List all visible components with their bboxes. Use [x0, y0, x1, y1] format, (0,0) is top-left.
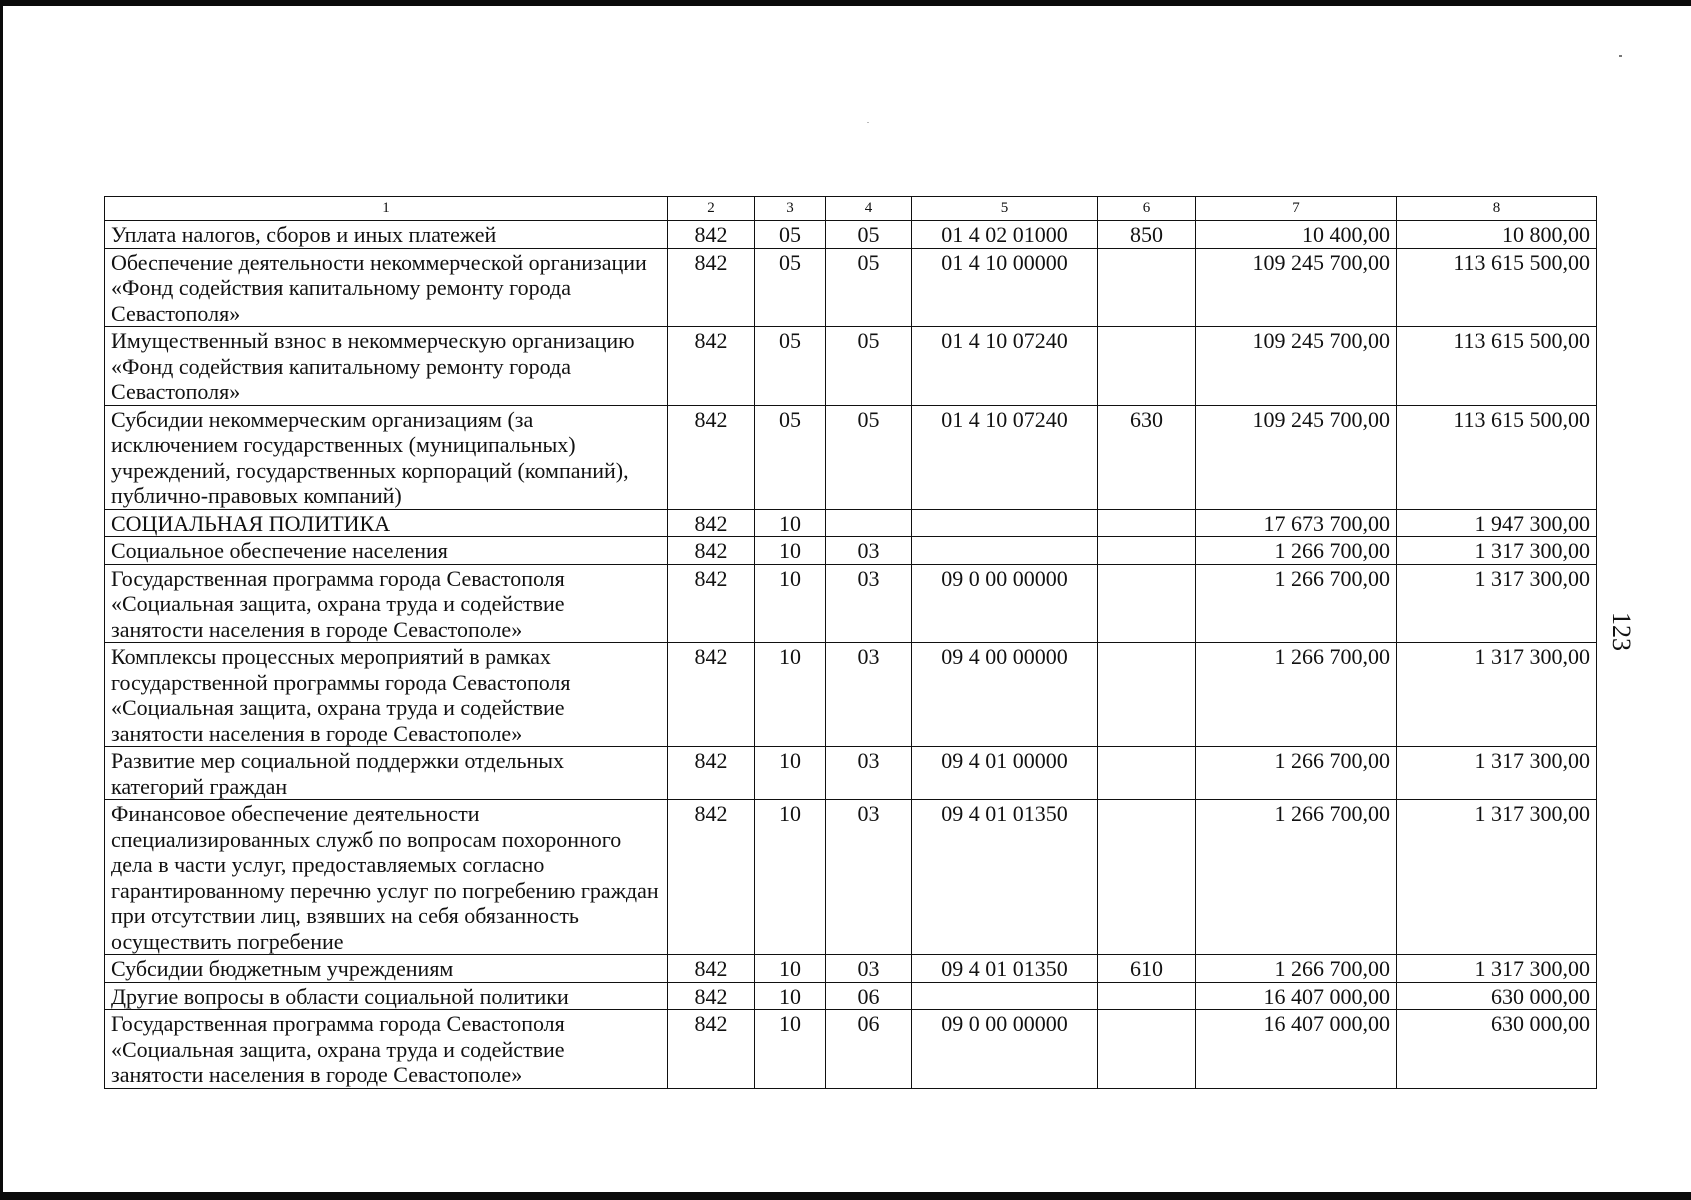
subsection-code: 03 — [826, 800, 912, 955]
expense-type-code — [1098, 564, 1196, 643]
ministry-code: 842 — [668, 248, 755, 327]
amount-col8: 1 947 300,00 — [1397, 509, 1597, 537]
scan-speck — [867, 122, 869, 123]
ministry-code: 842 — [668, 327, 755, 406]
section-code: 10 — [755, 747, 826, 800]
table-row — [105, 405, 1597, 509]
table-row — [105, 800, 1597, 955]
subsection-code: 06 — [826, 1010, 912, 1089]
table-row — [105, 564, 1597, 643]
amount-col7: 109 245 700,00 — [1196, 327, 1397, 406]
table-row — [105, 1010, 1597, 1089]
target-article-code: 09 4 00 00000 — [912, 643, 1098, 747]
table-row — [105, 248, 1597, 327]
target-article-code: 09 4 01 00000 — [912, 747, 1098, 800]
table-row — [105, 982, 1597, 1010]
table-row — [105, 747, 1597, 800]
subsection-code: 05 — [826, 405, 912, 509]
amount-col8: 1 317 300,00 — [1397, 955, 1597, 983]
target-article-code: 09 4 01 01350 — [912, 800, 1098, 955]
section-code: 10 — [755, 800, 826, 955]
section-code: 10 — [755, 564, 826, 643]
header-cell: 6 — [1098, 197, 1196, 221]
table-row — [105, 327, 1597, 406]
amount-col8: 1 317 300,00 — [1397, 564, 1597, 643]
row-name: Социальное обеспечение населения — [105, 537, 668, 565]
amount-col7: 1 266 700,00 — [1196, 537, 1397, 565]
page-number: 123 — [1607, 612, 1636, 651]
amount-col8: 113 615 500,00 — [1397, 248, 1597, 327]
subsection-code: 05 — [826, 221, 912, 249]
amount-col8: 1 317 300,00 — [1397, 800, 1597, 955]
section-code: 10 — [755, 982, 826, 1010]
target-article-code: 09 0 00 00000 — [912, 1010, 1098, 1089]
scan-edge-top — [0, 0, 1691, 6]
subsection-code: 03 — [826, 955, 912, 983]
target-article-code: 01 4 10 07240 — [912, 327, 1098, 406]
amount-col8: 10 800,00 — [1397, 221, 1597, 249]
row-name: Другие вопросы в области социальной политики — [105, 982, 668, 1010]
target-article-code — [912, 509, 1098, 537]
expense-type-code — [1098, 747, 1196, 800]
expense-type-code — [1098, 1010, 1196, 1089]
row-name: Имущественный взнос в некоммерческую организацию «Фонд содействия капитальному ремонту города Севастополя» — [105, 327, 668, 406]
expense-type-code — [1098, 509, 1196, 537]
subsection-code: 03 — [826, 643, 912, 747]
section-code: 10 — [755, 643, 826, 747]
ministry-code: 842 — [668, 509, 755, 537]
section-code: 05 — [755, 405, 826, 509]
target-article-code — [912, 982, 1098, 1010]
amount-col8: 630 000,00 — [1397, 1010, 1597, 1089]
row-name: Уплата налогов, сборов и иных платежей — [105, 221, 668, 249]
ministry-code: 842 — [668, 221, 755, 249]
row-name: Комплексы процессных мероприятий в рамках государственной программы города Севастополя «Социальная защита, охрана труда и содействие занятости населения в городе Севастополе» — [105, 643, 668, 747]
row-name: Субсидии некоммерческим организациям (за исключением государственных (муниципальных) учреждений, государственных корпораций (компаний), публично-правовых компаний) — [105, 405, 668, 509]
ministry-code: 842 — [668, 955, 755, 983]
table-row — [105, 221, 1597, 249]
subsection-code: 06 — [826, 982, 912, 1010]
scan-speck — [1619, 55, 1622, 57]
section-code: 05 — [755, 221, 826, 249]
header-cell: 5 — [912, 197, 1098, 221]
expense-type-code: 850 — [1098, 221, 1196, 249]
amount-col8: 1 317 300,00 — [1397, 643, 1597, 747]
amount-col8: 113 615 500,00 — [1397, 327, 1597, 406]
row-name: Субсидии бюджетным учреждениям — [105, 955, 668, 983]
expense-type-code — [1098, 537, 1196, 565]
ministry-code: 842 — [668, 1010, 755, 1089]
table-row — [105, 509, 1597, 537]
ministry-code: 842 — [668, 405, 755, 509]
amount-col7: 1 266 700,00 — [1196, 747, 1397, 800]
row-name: Финансовое обеспечение деятельности специализированных служб по вопросам похоронного дела в части услуг, предоставляемых согласно гарантированному перечню услуг по погребению граждан при отсутствии лиц, взявших на себя обязанность осуществить погребение — [105, 800, 668, 955]
table-header-row — [105, 197, 1597, 221]
row-name: Развитие мер социальной поддержки отдельных категорий граждан — [105, 747, 668, 800]
ministry-code: 842 — [668, 537, 755, 565]
target-article-code — [912, 537, 1098, 565]
expense-type-code — [1098, 327, 1196, 406]
header-cell: 2 — [668, 197, 755, 221]
table-row — [105, 955, 1597, 983]
section-code: 05 — [755, 248, 826, 327]
target-article-code: 01 4 02 01000 — [912, 221, 1098, 249]
subsection-code: 03 — [826, 747, 912, 800]
header-cell: 7 — [1196, 197, 1397, 221]
amount-col7: 17 673 700,00 — [1196, 509, 1397, 537]
section-code: 10 — [755, 537, 826, 565]
scan-edge-bottom — [0, 1192, 1691, 1200]
ministry-code: 842 — [668, 643, 755, 747]
subsection-code: 03 — [826, 564, 912, 643]
expense-type-code — [1098, 800, 1196, 955]
subsection-code: 05 — [826, 248, 912, 327]
amount-col8: 1 317 300,00 — [1397, 537, 1597, 565]
table-row — [105, 643, 1597, 747]
row-name: Государственная программа города Севастополя «Социальная защита, охрана труда и содействие занятости населения в городе Севастополе» — [105, 1010, 668, 1089]
amount-col7: 16 407 000,00 — [1196, 982, 1397, 1010]
section-code: 10 — [755, 955, 826, 983]
target-article-code: 09 4 01 01350 — [912, 955, 1098, 983]
amount-col8: 630 000,00 — [1397, 982, 1597, 1010]
row-name: Обеспечение деятельности некоммерческой организации «Фонд содействия капитальному ремонту города Севастополя» — [105, 248, 668, 327]
ministry-code: 842 — [668, 747, 755, 800]
amount-col7: 1 266 700,00 — [1196, 643, 1397, 747]
scan-edge-left — [0, 0, 3, 1200]
target-article-code: 01 4 10 00000 — [912, 248, 1098, 327]
target-article-code: 09 0 00 00000 — [912, 564, 1098, 643]
expense-type-code — [1098, 982, 1196, 1010]
amount-col7: 109 245 700,00 — [1196, 405, 1397, 509]
ministry-code: 842 — [668, 982, 755, 1010]
row-name: СОЦИАЛЬНАЯ ПОЛИТИКА — [105, 509, 668, 537]
amount-col8: 113 615 500,00 — [1397, 405, 1597, 509]
header-cell: 3 — [755, 197, 826, 221]
subsection-code: 05 — [826, 327, 912, 406]
header-cell: 8 — [1397, 197, 1597, 221]
amount-col8: 1 317 300,00 — [1397, 747, 1597, 800]
header-cell: 4 — [826, 197, 912, 221]
expense-type-code: 610 — [1098, 955, 1196, 983]
amount-col7: 10 400,00 — [1196, 221, 1397, 249]
amount-col7: 16 407 000,00 — [1196, 1010, 1397, 1089]
section-code: 10 — [755, 509, 826, 537]
subsection-code — [826, 509, 912, 537]
expense-type-code — [1098, 248, 1196, 327]
budget-table — [104, 196, 1597, 1089]
expense-type-code — [1098, 643, 1196, 747]
amount-col7: 1 266 700,00 — [1196, 955, 1397, 983]
expense-type-code: 630 — [1098, 405, 1196, 509]
table-row — [105, 537, 1597, 565]
amount-col7: 109 245 700,00 — [1196, 248, 1397, 327]
header-cell: 1 — [105, 197, 668, 221]
subsection-code: 03 — [826, 537, 912, 565]
section-code: 05 — [755, 327, 826, 406]
amount-col7: 1 266 700,00 — [1196, 564, 1397, 643]
amount-col7: 1 266 700,00 — [1196, 800, 1397, 955]
ministry-code: 842 — [668, 800, 755, 955]
row-name: Государственная программа города Севастополя «Социальная защита, охрана труда и содействие занятости населения в городе Севастополе» — [105, 564, 668, 643]
section-code: 10 — [755, 1010, 826, 1089]
ministry-code: 842 — [668, 564, 755, 643]
target-article-code: 01 4 10 07240 — [912, 405, 1098, 509]
